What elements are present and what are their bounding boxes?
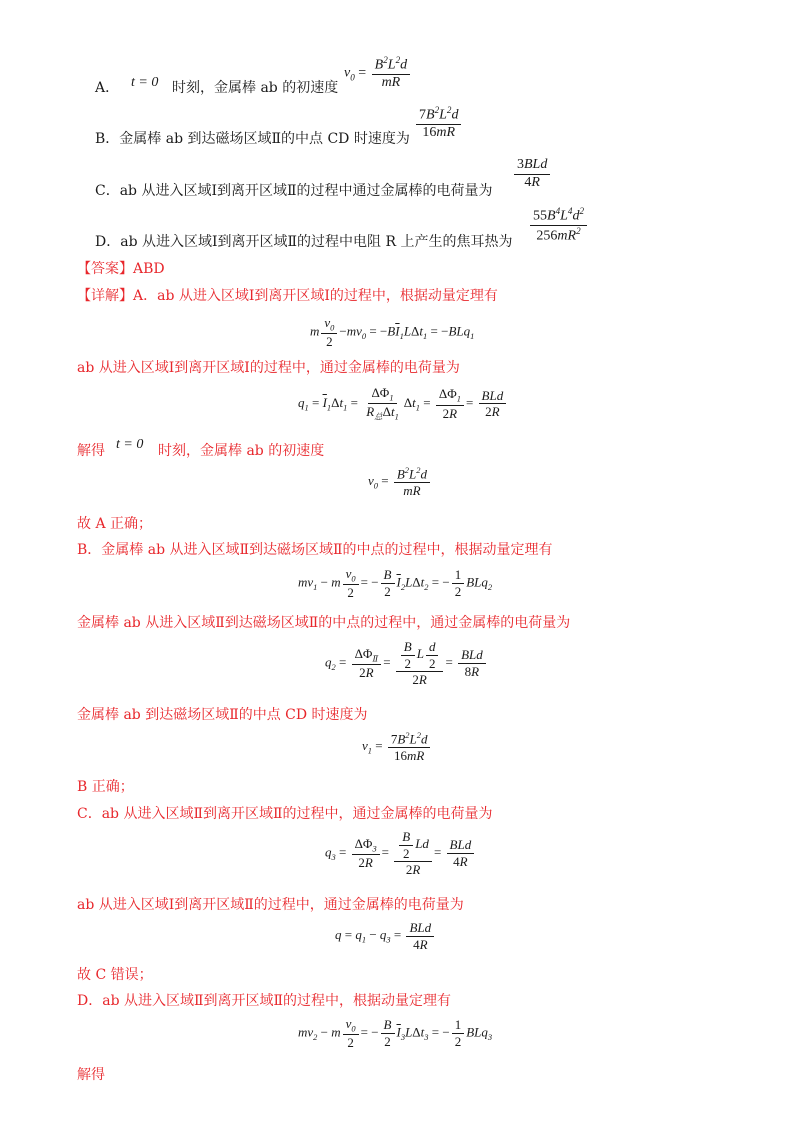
option-c-formula: $\frac{\text{3BLd}}{4R}$ bbox=[512, 158, 552, 190]
detail-a-solve-t0: t = 0 bbox=[116, 437, 144, 452]
option-a-formula: $v_0$ = $\frac{B^2L^2d}{mR}$ bbox=[344, 56, 412, 91]
formula-b-v1: $v_1$ = $\frac{7B^2L^2d}{16mR}$ bbox=[362, 731, 432, 763]
option-a-t0: t = 0 bbox=[131, 75, 159, 90]
formula-c-q3: $q_3$ = $\frac{\Delta\Phi_3}{2R}$ = $\frac{B}{2}$ Ld 2R = $\frac{\text{BLd}}{4R}$ bbox=[325, 830, 476, 877]
option-d-text: D．ab 从进入区域Ⅰ到离开区域Ⅱ的过程中电阻 R 上产生的焦耳热为 bbox=[95, 234, 513, 250]
formula-a-v0: $v_0$ = $\frac{B^2L^2d}{mR}$ bbox=[368, 466, 432, 498]
formula-d-momentum: $mv_2 - m$ $\frac{v_0}{2}$ = − $\frac{B}{2}$ $\overline{I}_3L\Delta t_3$ = − $\frac{1}{2}$ BLq$_3$ bbox=[298, 1016, 493, 1051]
formula-c-q: $q = q_1 - q_3$ = $\frac{\text{BLd}}{4R}$ bbox=[335, 921, 436, 951]
option-d-formula: $\frac{55B^4L^4d^2}{256mR^2}$ bbox=[528, 207, 589, 245]
detail-a-solve-prefix: 解得 bbox=[77, 443, 105, 459]
detail-a-conclusion: 故 A 正确； bbox=[77, 516, 153, 532]
detail-d-intro: D．ab 从进入区域Ⅱ到离开区域Ⅱ的过程中，根据动量定理有 bbox=[77, 993, 452, 1009]
answer-line: 【答案】ABD bbox=[77, 261, 165, 277]
detail-c-conclusion: 故 C 错误； bbox=[77, 967, 153, 983]
option-b-formula: $\frac{7B^2L^2d}{16mR}$ bbox=[414, 106, 463, 141]
option-a-label: A． bbox=[95, 80, 120, 96]
detail-b-charge: 金属棒 ab 从进入区域Ⅱ到达磁场区域Ⅱ的中点的过程中，通过金属棒的电荷量为 bbox=[77, 615, 571, 631]
detail-a-charge: ab 从进入区域Ⅰ到离开区域Ⅰ的过程中，通过金属棒的电荷量为 bbox=[77, 360, 460, 376]
detail-c-total: ab 从进入区域Ⅰ到离开区域Ⅱ的过程中，通过金属棒的电荷量为 bbox=[77, 897, 464, 913]
detail-b-conclusion: B 正确； bbox=[77, 779, 134, 795]
detail-c-intro: C．ab 从进入区域Ⅱ到离开区域Ⅱ的过程中，通过金属棒的电荷量为 bbox=[77, 806, 493, 822]
formula-a-momentum: m $\frac{v_0}{2}$ $-mv_0 = -B\overline{I}_1L\Delta t_1 = -BLq_1$ bbox=[310, 315, 475, 350]
detail-d-solve: 解得 bbox=[77, 1067, 105, 1083]
detail-b-intro: B．金属棒 ab 从进入区域Ⅱ到达磁场区域Ⅱ的中点的过程中，根据动量定理有 bbox=[77, 542, 553, 558]
detail-a-solve-text: 时刻，金属棒 ab 的初速度 bbox=[158, 443, 325, 459]
option-c-text: C．ab 从进入区域Ⅰ到离开区域Ⅱ的过程中通过金属棒的电荷量为 bbox=[95, 183, 493, 199]
option-b-text: B．金属棒 ab 到达磁场区域Ⅱ的中点 CD 时速度为 bbox=[95, 131, 410, 147]
option-a-text: 时刻，金属棒 ab 的初速度 bbox=[172, 80, 339, 96]
detail-a-intro: 【详解】A．ab 从进入区域Ⅰ到离开区域Ⅰ的过程中，根据动量定理有 bbox=[77, 288, 498, 304]
formula-b-momentum: $mv_1 - m$ $\frac{v_0}{2}$ = − $\frac{B}{2}$ $\overline{I}_2L\Delta t_2$ = − $\frac{1}{2}$ BLq$_2$ bbox=[298, 566, 493, 601]
detail-b-speed: 金属棒 ab 到达磁场区域Ⅱ的中点 CD 时速度为 bbox=[77, 707, 368, 723]
formula-b-charge: $q_2$ = $\frac{\Delta\Phi_Ⅱ}{2R}$ = $\frac{B}{2}$ L $\frac{d}{2}$ 2R = $\frac{\text{BLd}}{8R}$ bbox=[325, 640, 488, 687]
formula-a-charge: $q_1 = \overline{I}_1\Delta t_1$ = $\frac{\Delta\Phi_1}{R_总\Delta t_1}$ $\Delta t_1$ = $\frac{\Delta\Phi_1}{2R}$ = $\frac{\text{BLd}}{2R}$ bbox=[298, 386, 508, 422]
